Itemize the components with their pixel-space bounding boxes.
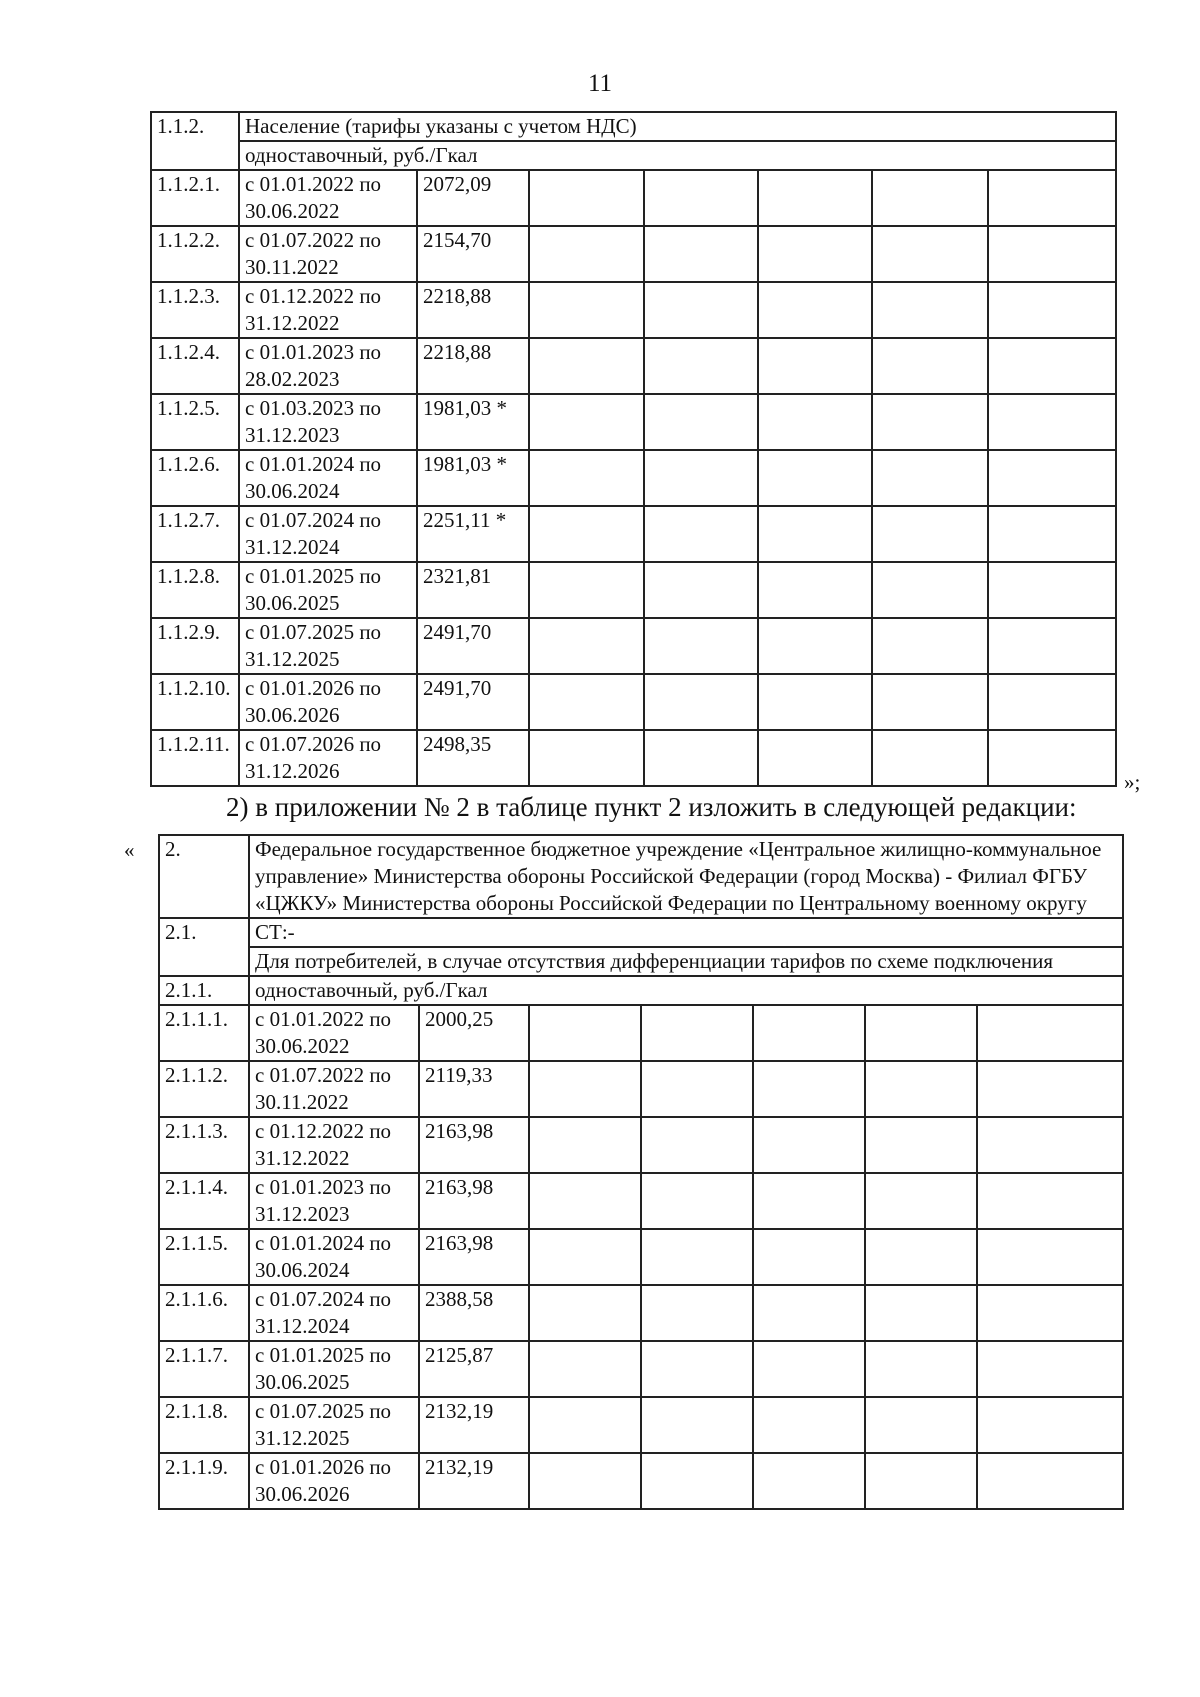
row-period: с 01.01.2022 по 30.06.2022 [239,170,417,226]
empty-cell [872,730,988,786]
row-code: 2.1.1.9. [159,1453,249,1509]
empty-cell [753,1173,865,1229]
empty-cell [977,1061,1123,1117]
row-code: 1.1.2.9. [151,618,239,674]
empty-cell [529,1117,641,1173]
empty-cell [529,1397,641,1453]
table-row [151,338,1116,394]
row-period: с 01.07.2024 по 31.12.2024 [239,506,417,562]
table-row [159,835,1123,918]
table-row [151,226,1116,282]
row-value: 2163,98 [419,1117,529,1173]
empty-cell [644,674,758,730]
empty-cell [758,226,872,282]
row-value: 2218,88 [417,282,529,338]
table-row [159,947,1123,976]
empty-cell [529,730,644,786]
amendment-text: 2) в приложении № 2 в таблице пункт 2 изложить в следующей редакции: [226,792,1077,822]
table-row [151,141,1116,170]
empty-cell [872,674,988,730]
section-code: 1.1.2. [151,112,239,170]
empty-cell [641,1005,753,1061]
empty-cell [753,1397,865,1453]
subsection-code: 2.1. [159,918,249,976]
empty-cell [977,1453,1123,1509]
empty-cell [644,506,758,562]
empty-cell [977,1397,1123,1453]
empty-cell [988,226,1116,282]
row-code: 2.1.1.5. [159,1229,249,1285]
row-code: 1.1.2.1. [151,170,239,226]
empty-cell [753,1285,865,1341]
table-row [159,1117,1123,1173]
table-row [159,918,1123,947]
empty-cell [644,170,758,226]
row-value: 2125,87 [419,1341,529,1397]
table-row [151,112,1116,141]
empty-cell [758,674,872,730]
empty-cell [529,338,644,394]
empty-cell [872,618,988,674]
empty-cell [641,1117,753,1173]
empty-cell [758,562,872,618]
empty-cell [977,1341,1123,1397]
empty-cell [753,1341,865,1397]
empty-cell [865,1173,977,1229]
rate-label: одноставочный, руб./Гкал [249,976,1123,1005]
row-code: 2.1.1.3. [159,1117,249,1173]
row-value: 2218,88 [417,338,529,394]
table-row [151,618,1116,674]
row-period: с 01.12.2022 по 31.12.2022 [239,282,417,338]
empty-cell [641,1229,753,1285]
row-period: с 01.01.2026 по 30.06.2026 [249,1453,419,1509]
empty-cell [865,1341,977,1397]
row-value: 2251,11 * [417,506,529,562]
tariff-table-population [150,111,1117,787]
empty-cell [641,1453,753,1509]
empty-cell [529,170,644,226]
empty-cell [988,562,1116,618]
table-row [159,1397,1123,1453]
row-period: с 01.01.2023 по 31.12.2023 [249,1173,419,1229]
empty-cell [865,1061,977,1117]
empty-cell [529,1341,641,1397]
empty-cell [753,1229,865,1285]
table-row [159,1341,1123,1397]
empty-cell [988,394,1116,450]
page-number: 11 [587,70,613,97]
empty-cell [872,282,988,338]
row-value: 2163,98 [419,1173,529,1229]
st-label: СТ:- [249,918,1123,947]
row-code: 2.1.1.7. [159,1341,249,1397]
row-value: 2000,25 [419,1005,529,1061]
empty-cell [641,1341,753,1397]
empty-cell [753,1061,865,1117]
empty-cell [977,1173,1123,1229]
empty-cell [529,394,644,450]
empty-cell [529,1061,641,1117]
row-value: 2072,09 [417,170,529,226]
row-period: с 01.07.2025 по 31.12.2025 [239,618,417,674]
empty-cell [529,506,644,562]
empty-cell [872,562,988,618]
empty-cell [872,506,988,562]
empty-cell [872,226,988,282]
row-period: с 01.01.2023 по 28.02.2023 [239,338,417,394]
empty-cell [865,1285,977,1341]
table-row [151,674,1116,730]
empty-cell [644,562,758,618]
empty-cell [529,1453,641,1509]
empty-cell [641,1397,753,1453]
empty-cell [641,1173,753,1229]
row-period: с 01.07.2022 по 30.11.2022 [249,1061,419,1117]
row-value: 1981,03 * [417,394,529,450]
empty-cell [988,674,1116,730]
row-code: 2.1.1.8. [159,1397,249,1453]
row-period: с 01.07.2024 по 31.12.2024 [249,1285,419,1341]
row-period: с 01.07.2026 по 31.12.2026 [239,730,417,786]
consumers-label: Для потребителей, в случае отсутствия дифференциации тарифов по схеме подключения [249,947,1123,976]
table-row [159,1005,1123,1061]
row-value: 2491,70 [417,618,529,674]
empty-cell [988,338,1116,394]
row-period: с 01.01.2025 по 30.06.2025 [239,562,417,618]
row-value: 2119,33 [419,1061,529,1117]
empty-cell [977,1285,1123,1341]
empty-cell [529,674,644,730]
empty-cell [872,170,988,226]
empty-cell [988,282,1116,338]
empty-cell [977,1117,1123,1173]
row-period: с 01.03.2023 по 31.12.2023 [239,394,417,450]
tariff-table-organization [158,834,1124,1510]
empty-cell [644,618,758,674]
empty-cell [529,1285,641,1341]
row-value: 2388,58 [419,1285,529,1341]
empty-cell [977,1005,1123,1061]
empty-cell [758,506,872,562]
row-period: с 01.12.2022 по 31.12.2022 [249,1117,419,1173]
empty-cell [529,1229,641,1285]
table-row [159,1285,1123,1341]
row-value: 2132,19 [419,1453,529,1509]
row-value: 2491,70 [417,674,529,730]
empty-cell [644,338,758,394]
row-code: 2.1.1.4. [159,1173,249,1229]
empty-cell [529,618,644,674]
row-code: 1.1.2.5. [151,394,239,450]
row-period: с 01.01.2024 по 30.06.2024 [249,1229,419,1285]
empty-cell [529,450,644,506]
empty-cell [758,450,872,506]
rate-label: одноставочный, руб./Гкал [239,141,1116,170]
empty-cell [529,282,644,338]
row-code: 1.1.2.4. [151,338,239,394]
row-period: с 01.07.2022 по 30.11.2022 [239,226,417,282]
row-value: 2321,81 [417,562,529,618]
empty-cell [977,1229,1123,1285]
empty-cell [529,562,644,618]
empty-cell [758,338,872,394]
empty-cell [988,450,1116,506]
row-value: 2498,35 [417,730,529,786]
row-period: с 01.01.2025 по 30.06.2025 [249,1341,419,1397]
row-code: 1.1.2.2. [151,226,239,282]
closing-quote: »; [1124,770,1141,794]
empty-cell [758,170,872,226]
empty-cell [641,1061,753,1117]
empty-cell [644,450,758,506]
empty-cell [758,618,872,674]
empty-cell [865,1005,977,1061]
empty-cell [644,226,758,282]
empty-cell [758,394,872,450]
empty-cell [529,226,644,282]
row-code: 2.1.1.2. [159,1061,249,1117]
opening-quote: « [124,838,135,862]
empty-cell [641,1285,753,1341]
row-period: с 01.07.2025 по 31.12.2025 [249,1397,419,1453]
row-value: 2132,19 [419,1397,529,1453]
empty-cell [988,506,1116,562]
row-code: 2.1.1.6. [159,1285,249,1341]
empty-cell [865,1397,977,1453]
empty-cell [753,1453,865,1509]
empty-cell [644,282,758,338]
empty-cell [872,338,988,394]
empty-cell [644,394,758,450]
empty-cell [865,1117,977,1173]
empty-cell [758,282,872,338]
empty-cell [758,730,872,786]
empty-cell [529,1173,641,1229]
row-value: 2154,70 [417,226,529,282]
row-code: 1.1.2.10. [151,674,239,730]
table-row [159,1061,1123,1117]
row-value: 2163,98 [419,1229,529,1285]
section-title: Население (тарифы указаны с учетом НДС) [239,112,1116,141]
row-period: с 01.01.2024 по 30.06.2024 [239,450,417,506]
empty-cell [529,1005,641,1061]
empty-cell [872,394,988,450]
empty-cell [644,730,758,786]
row-code: 1.1.2.7. [151,506,239,562]
rate-code: 2.1.1. [159,976,249,1005]
empty-cell [865,1229,977,1285]
row-code: 1.1.2.8. [151,562,239,618]
table-row [151,282,1116,338]
empty-cell [988,618,1116,674]
table-row [159,1173,1123,1229]
table-row [159,976,1123,1005]
table-row [151,730,1116,786]
empty-cell [753,1005,865,1061]
table-row [151,394,1116,450]
row-period: с 01.01.2022 по 30.06.2022 [249,1005,419,1061]
table-row [159,1453,1123,1509]
row-code: 2.1.1.1. [159,1005,249,1061]
row-code: 1.1.2.11. [151,730,239,786]
empty-cell [865,1453,977,1509]
table-row [151,170,1116,226]
table-row [151,562,1116,618]
empty-cell [988,730,1116,786]
row-period: с 01.01.2026 по 30.06.2026 [239,674,417,730]
row-code: 1.1.2.6. [151,450,239,506]
organization-name: Федеральное государственное бюджетное учреждение «Центральное жилищно-коммунальное управление» Министерства обороны Российской Федерации (город Москва) - Филиал ФГБУ «ЦЖКУ» Министерства обороны Российской Федерации по Центральному военному округу [249,835,1123,918]
row-code: 1.1.2.3. [151,282,239,338]
empty-cell [753,1117,865,1173]
section-code: 2. [159,835,249,918]
row-value: 1981,03 * [417,450,529,506]
table-row [151,450,1116,506]
table-row [151,506,1116,562]
empty-cell [988,170,1116,226]
empty-cell [872,450,988,506]
table-row [159,1229,1123,1285]
